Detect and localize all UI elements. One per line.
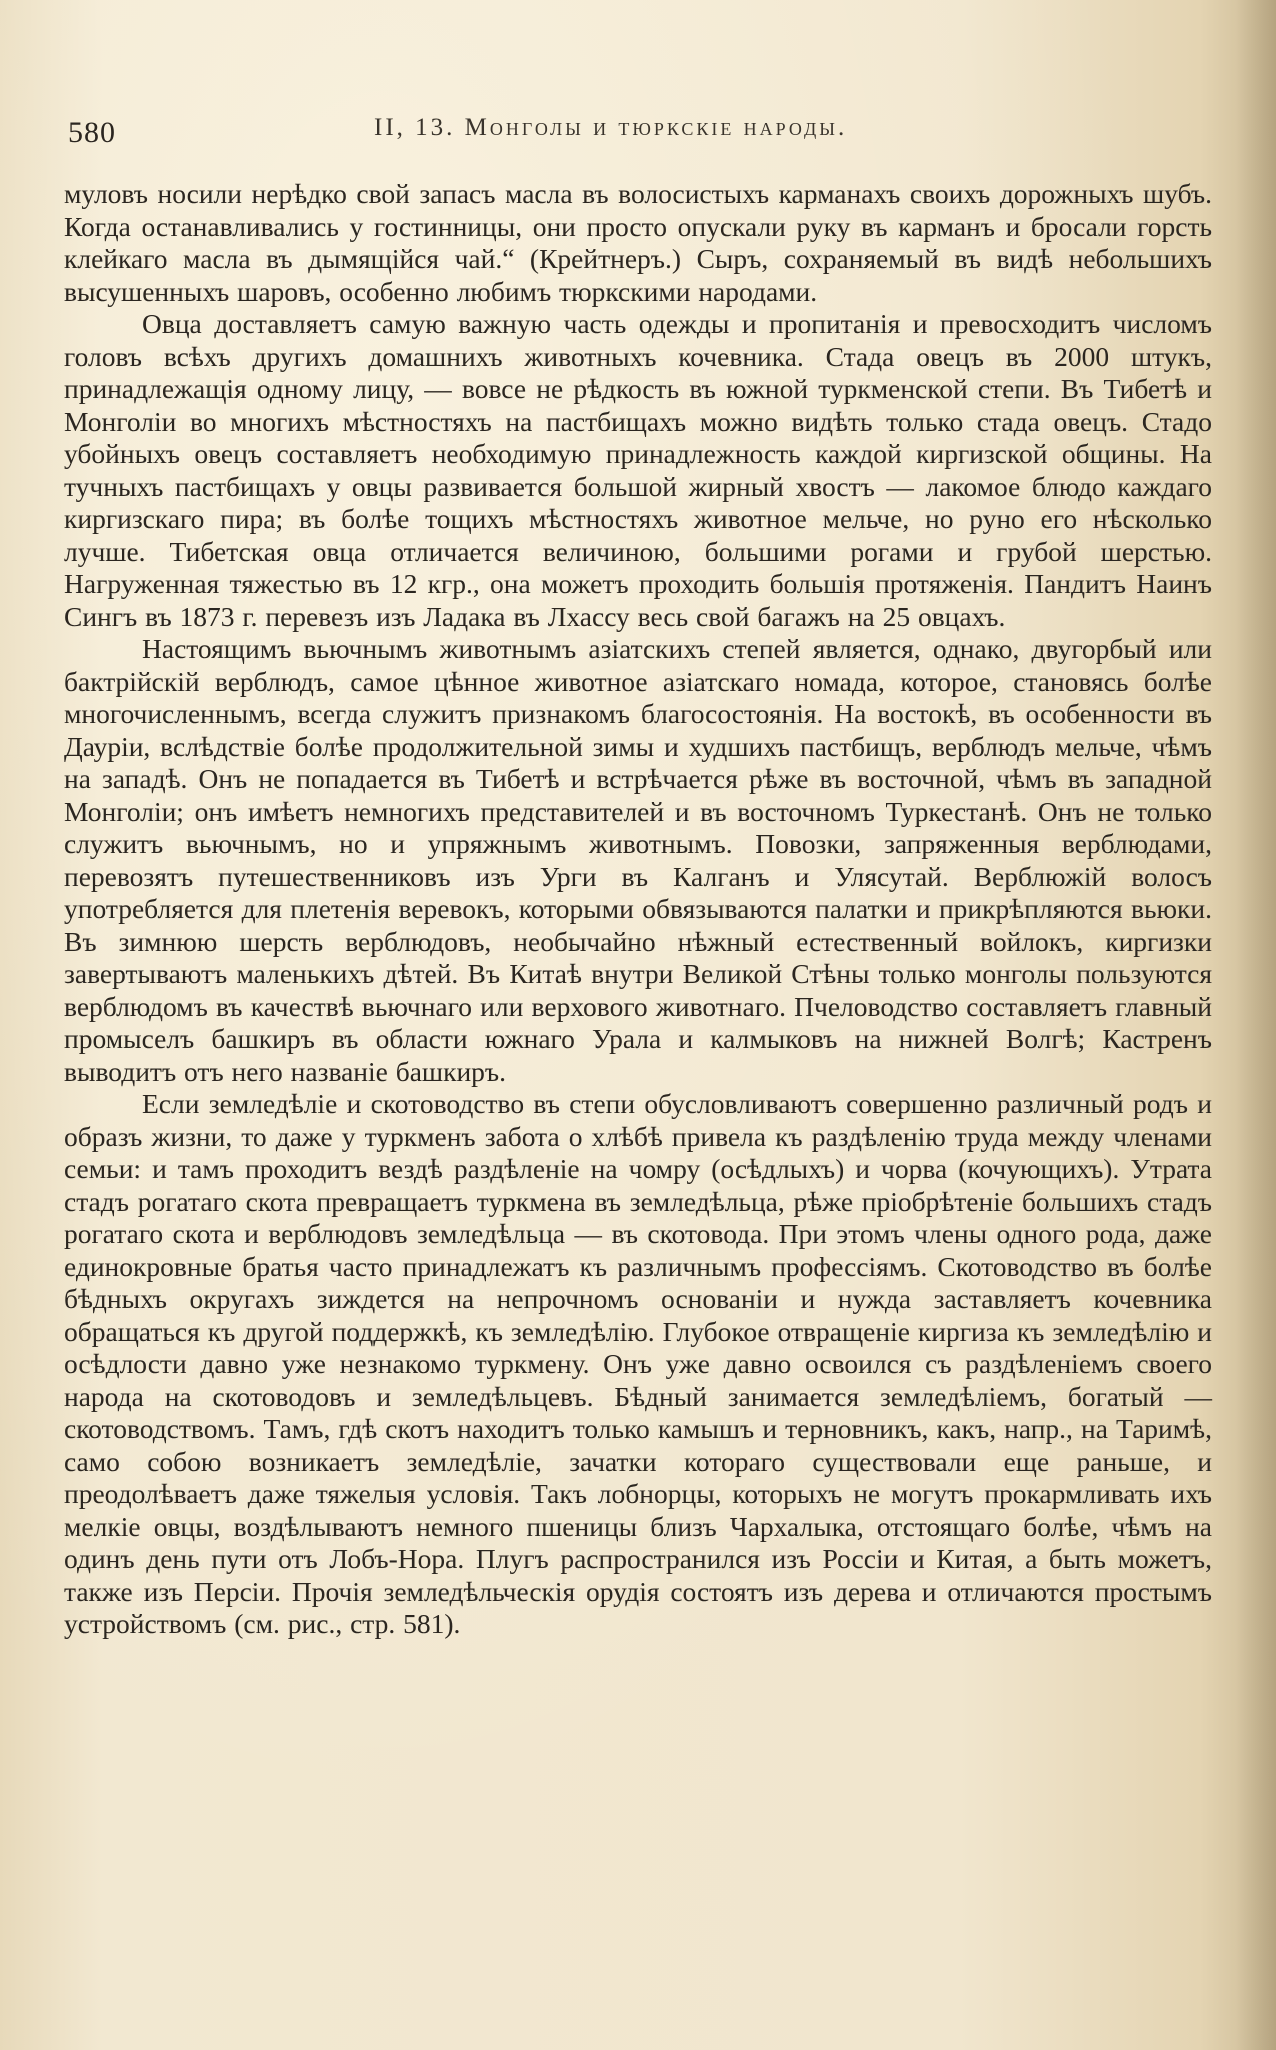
page-number: 580 (68, 116, 116, 149)
paragraph-2: Овца доставляетъ самую важную часть одежды и пропитанія и превосходитъ числомъ головъ всѣхъ другихъ домашнихъ животныхъ кочевника. Стада овецъ въ 2000 штукъ, принадлежащія одному лицу, — вовсе не рѣдкость въ южной туркменской степи. Въ Тибетѣ и Монголіи во многихъ мѣстностяхъ на пастбищахъ можно видѣть только стада овецъ. Стадо убойныхъ овецъ составляетъ необходимую принадлежность каждой киргизской общины. На тучныхъ пастбищахъ у овцы развивается большой жирный хвостъ — лакомое блюдо каждаго киргизскаго пира; въ болѣе тощихъ мѣстностяхъ животное мельче, но руно его нѣсколько лучше. Тибетская овца отличается величиною, большими рогами и грубой шерстью. Нагруженная тяжестью въ 12 кгр., она можетъ проходить большія протяженія. Пандитъ Наинъ Сингъ въ 1873 г. перевезъ изъ Ладака въ Лхассу весь свой багажъ на 25 овцахъ. (64, 308, 1212, 632)
paragraph-3: Настоящимъ вьючнымъ животнымъ азіатскихъ степей является, однако, двугорбый или бактрійскій верблюдъ, самое цѣнное животное азіатскаго номада, которое, становясь болѣе многочисленнымъ, всегда служитъ признакомъ благосостоянія. На востокѣ, въ особенности въ Дауріи, вслѣдствіе болѣе продолжительной зимы и худшихъ пастбищъ, верблюдъ мельче, чѣмъ на западѣ. Онъ не попадается въ Тибетѣ и встрѣчается рѣже въ восточной, чѣмъ въ западной Монголіи; онъ имѣетъ немногихъ представителей и въ восточномъ Туркестанѣ. Онъ не только служитъ вьючнымъ, но и упряжнымъ животнымъ. Повозки, запряженныя верблюдами, перевозятъ путешественниковъ изъ Урги въ Калганъ и Улясутай. Верблюжій волосъ употребляется для плетенія веревокъ, которыми обвязываются палатки и прикрѣпляются вьюки. Въ зимнюю шерсть верблюдовъ, необычайно нѣжный естественный войлокъ, киргизки завертываютъ маленькихъ дѣтей. Въ Китаѣ внутри Великой Стѣны только монголы пользуются верблюдомъ въ качествѣ вьючнаго или верхового животнаго. Пчеловодство составляетъ главный промыселъ башкиръ въ области южнаго Урала и калмыковъ на нижней Волгѣ; Кастренъ выводитъ отъ него названіе башкиръ. (64, 633, 1212, 1087)
book-page (64, 96, 1212, 1641)
page-edge-shadow (1236, 0, 1276, 2050)
page-header (64, 96, 1212, 148)
running-head: II, 13. Монголы и тюркскіе народы. (374, 114, 848, 141)
paragraph-1: муловъ носили нерѣдко свой запасъ масла въ волосистыхъ карманахъ своихъ дорожныхъ шубъ. Когда останавливались у гостинницы, они просто опускали руку въ карманъ и бросали горсть клейкаго масла въ дымящійся чай.“ (Крейтнеръ.) Сыръ, сохраняемый въ видѣ небольшихъ высушенныхъ шаровъ, особенно любимъ тюркскими народами. (64, 178, 1212, 307)
paragraph-4: Если земледѣліе и скотоводство въ степи обусловливаютъ совершенно различный родъ и образъ жизни, то даже у туркменъ забота о хлѣбѣ привела къ раздѣленію труда между членами семьи: и тамъ проходитъ вездѣ раздѣленіе на чомру (осѣдлыхъ) и чорва (кочующихъ). Утрата стадъ рогатаго скота превращаетъ туркмена въ земледѣльца, рѣже пріобрѣтеніе большихъ стадъ рогатаго скота и верблюдовъ земледѣльца — въ скотовода. При этомъ члены одного рода, даже единокровные братья часто принадлежатъ къ различнымъ профессіямъ. Скотоводство въ болѣе бѣдныхъ округахъ зиждется на непрочномъ основаніи и нужда заставляетъ кочевника обращаться къ другой поддержкѣ, къ земледѣлію. Глубокое отвращеніе киргиза къ земледѣлію и осѣдлости давно уже незнакомо туркмену. Онъ уже давно освоился съ раздѣленіемъ своего народа на скотоводовъ и земледѣльцевъ. Бѣдный занимается земледѣліемъ, богатый — скотоводствомъ. Тамъ, гдѣ скотъ находитъ только камышъ и терновникъ, какъ, напр., на Таримѣ, само собою возникаетъ земледѣліе, зачатки котораго существовали еще раньше, и преодолѣваетъ даже тяжелыя условія. Такъ лобнорцы, которыхъ не могутъ прокармливать ихъ мелкіе овцы, воздѣлываютъ немного пшеницы близъ Чархалыка, отстоящаго болѣе, чѣмъ на одинъ день пути отъ Лобъ-Нора. Плугъ распространился изъ Россіи и Китая, а быть можетъ, также изъ Персіи. Прочія земледѣльческія орудія состоятъ изъ дерева и отличаются простымъ устройствомъ (см. рис., стр. 581). (64, 1088, 1212, 1639)
body-text (64, 178, 1212, 1641)
